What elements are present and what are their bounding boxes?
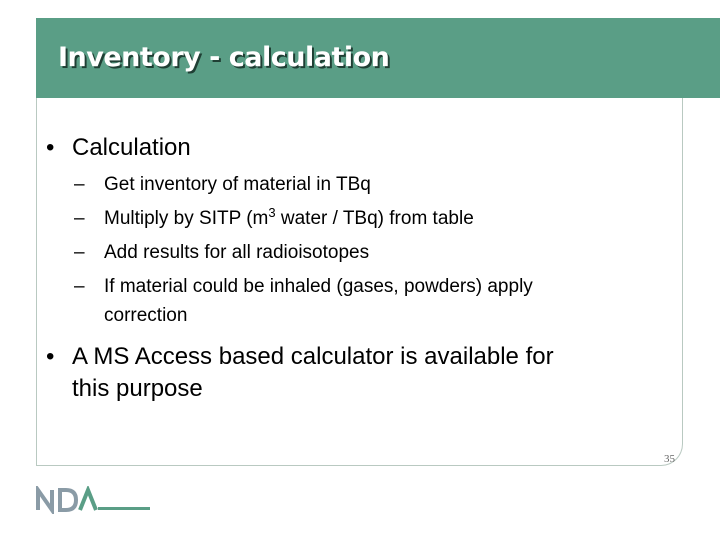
bullet-text-line2: this purpose bbox=[72, 375, 203, 402]
dash-marker: – bbox=[74, 208, 85, 229]
subitem-text-line1: If material could be inhaled (gases, powders) apply bbox=[104, 276, 533, 297]
subitem-text-after: water / TBq) from table bbox=[275, 208, 474, 229]
subitem-text bbox=[104, 205, 474, 230]
dash-marker: – bbox=[74, 174, 85, 195]
subitem-text-line2: correction bbox=[104, 305, 188, 326]
dash-marker: – bbox=[74, 242, 85, 263]
slide-title: Inventory - calculation bbox=[58, 42, 390, 73]
title-bar bbox=[36, 18, 720, 98]
bullet-text-line1: A MS Access based calculator is available for bbox=[72, 343, 554, 370]
bullet-text: Calculation bbox=[72, 134, 191, 161]
bullet-dot: • bbox=[46, 134, 55, 161]
superscript: 3 bbox=[268, 205, 276, 220]
nda-logo bbox=[36, 486, 151, 519]
subitem-text: Add results for all radioisotopes bbox=[104, 242, 370, 263]
page-number: 35 bbox=[664, 453, 675, 465]
nda-logo-mark bbox=[36, 486, 151, 514]
subitem-text: Get inventory of material in TBq bbox=[104, 174, 371, 195]
bullet-dot: • bbox=[46, 343, 55, 370]
subitem-text-before: Multiply by SITP (m bbox=[104, 208, 269, 229]
dash-marker: – bbox=[74, 276, 85, 297]
